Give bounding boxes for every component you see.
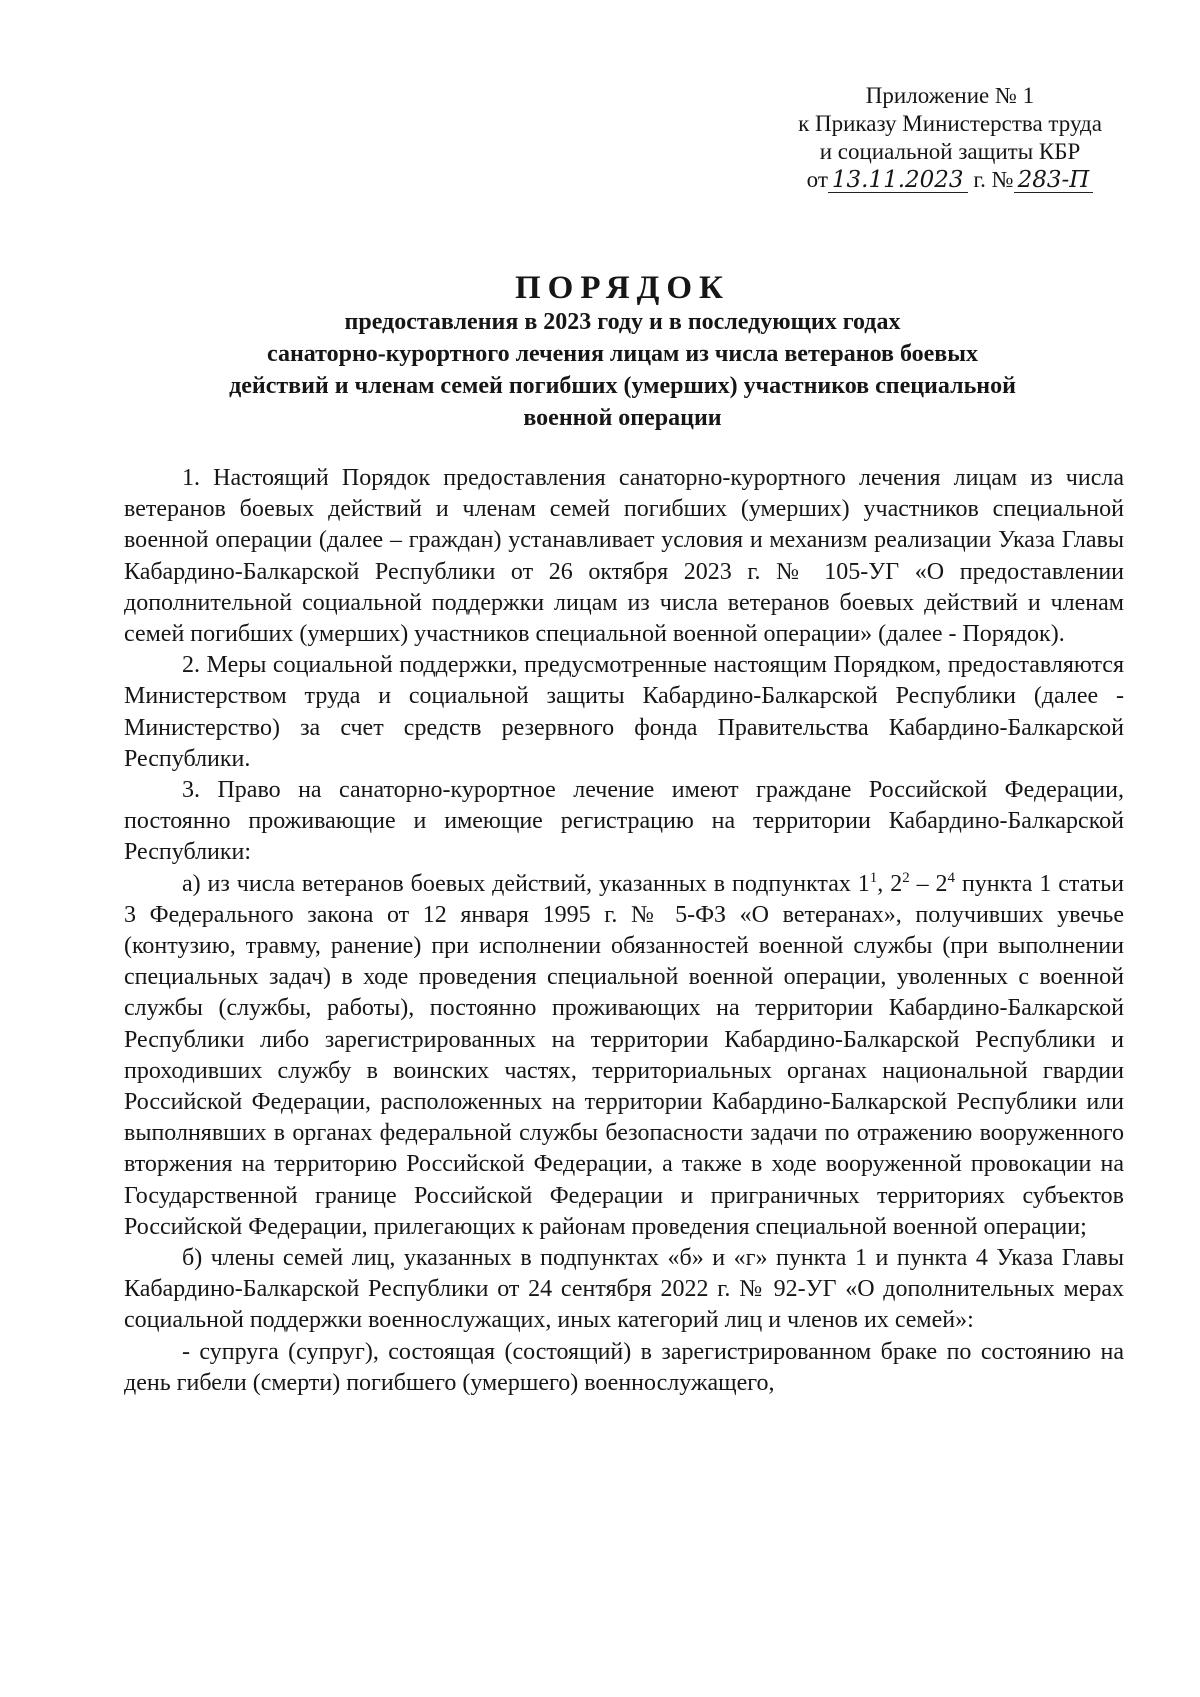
order-date: 13.11.2023 xyxy=(828,168,968,193)
date-prefix: от xyxy=(806,167,828,192)
subtitle-line: предоставления в 2023 году и в последующих годах xyxy=(344,309,901,335)
paragraph-3a-text: , 2 xyxy=(877,870,903,897)
paragraph-3a-text: – 2 xyxy=(909,870,948,897)
document-body xyxy=(124,463,1124,1399)
paragraph-3: 3. Право на санаторно-курортное лечение имеют граждане Российской Федерации, постоянно проживающие и имеющие регистрацию на территории Кабардино-Балкарской Республики: xyxy=(124,777,1124,866)
subtitle-line: действий и членам семей погибших (умерших) участников специальной xyxy=(229,373,1016,399)
paragraph-1: 1. Настоящий Порядок предоставления санаторно-курортного лечения лицам из числа ветеранов боевых действий и членам семей погибших (умерших) участников специальной военной операции (далее – граждан) устанавливает условия и механизм реализации Указа Главы Кабардино-Балкарской Республики от 26 октября 2023 г. № 105-УГ «О предоставлении дополнительной социальной поддержки лицам из числа ветеранов боевых действий и членам семей погибших (умерших) участников специальной военной операции» (далее - Порядок). xyxy=(124,465,1124,648)
year-number-label: г. № xyxy=(973,167,1014,192)
appendix-ministry: и социальной защиты КБР xyxy=(819,139,1081,164)
paragraph-3a-text: пункта 1 статьи 3 Федерального закона от 12 января 1995 г. № 5-ФЗ «О ветеранах», получивших увечье (контузию, травму, ранение) при исполнении обязанностей военной службы (при выполнении специальных задач) в ходе проведения специальной военной операции, уволенных с военной службы (службы, работы), постоянно проживающих на территории Кабардино-Балкарской Республики либо зарегистрированных на территории Кабардино-Балкарской Республики и проходивших службу в воинских частях, территориальных органах национальной гвардии Российской Федерации, расположенных на территории Кабардино-Балкарской Республики или выполнявших в органах федеральной службы безопасности задачи по отражению вооруженного вторжения на территорию Российской Федерации, а также в ходе вооруженной провокации на Государственной границе Российской Федерации и приграничных территориях субъектов Российской Федерации, прилегающих к районам проведения специальной военной операции; xyxy=(124,870,1125,1240)
appendix-number: Приложение № 1 xyxy=(865,83,1035,108)
appendix-header xyxy=(780,82,1120,194)
paragraph-3b-spouse: - супруга (супруг), состоящая (состоящий) в зарегистрированном браке по состоянию на день гибели (смерти) погибшего (умершего) военнослужащего, xyxy=(124,1338,1124,1396)
order-number: 283-П xyxy=(1014,168,1094,193)
superscript: 2 xyxy=(902,869,910,886)
subtitle-line: военной операции xyxy=(523,405,722,431)
paragraph-3b: б) члены семей лиц, указанных в подпунктах «б» и «г» пункта 1 и пункта 4 Указа Главы Кабардино-Балкарской Республики от 24 сентября 2022 г. № 92-УГ «О дополнительных мерах социальной поддержки военнослужащих, иных категорий лиц и членов их семей»: xyxy=(124,1245,1124,1334)
paragraph-3a xyxy=(124,869,1124,1243)
paragraph-2: 2. Меры социальной поддержки, предусмотренные настоящим Порядком, предоставляются Министерством труда и социальной защиты Кабардино-Балкарской Республики (далее - Министерство) за счет средств резервного фонда Правительства Кабардино-Балкарской Республики. xyxy=(124,652,1124,772)
document-title: ПОРЯДОК xyxy=(515,270,730,306)
order-date-line xyxy=(780,166,1120,194)
appendix-order-ref: к Приказу Министерства труда xyxy=(798,111,1102,136)
subtitle-line: санаторно-курортного лечения лицам из числа ветеранов боевых xyxy=(267,341,978,367)
document-subtitle xyxy=(100,306,1145,434)
paragraph-3a-text: а) из числа ветеранов боевых действий, указанных в подпунктах 1 xyxy=(182,870,870,897)
superscript: 1 xyxy=(869,869,878,886)
superscript: 4 xyxy=(947,869,956,886)
